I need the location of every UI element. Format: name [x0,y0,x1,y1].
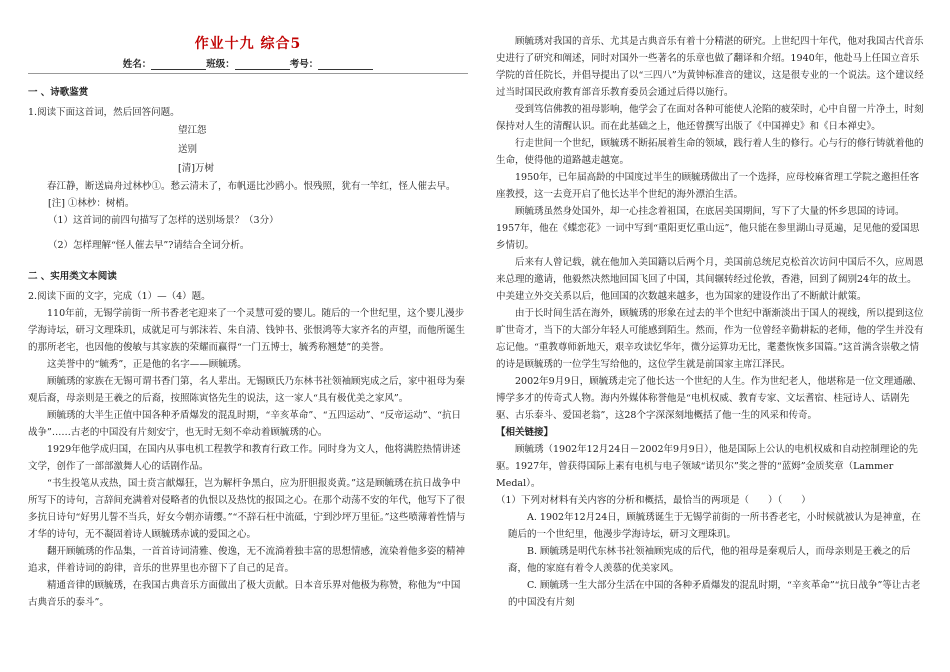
right-column [496,33,924,611]
poem-subtitle: 送别 [178,144,198,155]
poem-body: 春江静，断送扁舟过林杪①。愁云清未了，布帆遥比沙鸥小。恨残照，犹有一竿红，怪人催去早。 [47,181,456,192]
poem-author: [清]万树 [178,163,214,174]
option-a: A. 1902年12月24日，顾毓琇诞生于无锡学前街的一所书香老宅，小时候就被认为是神童，在随后的一个世纪里，他漫步学海诗坛，研习文理珠玑。 [508,512,921,540]
passage-paragraph: 由于长时间生活在海外，顾毓琇的形象在过去的半个世纪中渐渐淡出于国人的视线，所以提到这位旷世奇才，当下的大部分年轻人可能感到陌生。然而，作为一位曾经辛勤耕耘的老师，他的学生并没有忘记他。“重教尊师新地天，艰辛攻读忆华年，微分运算功无比，耄耋恢恢多国篇。”这首满含崇敬之情的诗是顾毓琇的一位学生写给他的，这位学生就是前国家主席江泽民。 [496,308,924,370]
question-2-1: （1）下列对材料有关内容的分析和概括，最恰当的两项是（ ）（ ） [496,495,811,506]
passage-paragraph: 后来有人曾记载，就在他加入美国籍以后两个月，美国前总统尼克松首次访问中国后不久，应周恩来总理的邀请，他毅然决然地回国飞回了中国，其间辗转经过伦敦，香港，回到了阔别24年的故土。中美建立外交关系以后，他回国的次数越来越多，也为国家的建设作出了不断献计献策。 [496,257,924,302]
passage-paragraph: 翻开顾毓琇的作品集，一首首诗词清雅、俊逸，无不流淌着独丰富的思想情感，流染着他多姿的精神追求，伴着诗词的韵律，音乐的世界里也亦留下了自己的足音。 [28,546,466,574]
passage-paragraph: 顾毓琇的家族在无锡可谓书香门第，名人辈出。无锡顾氏乃东林书社领袖顾宪成之后，家中祖母为秦观后裔，母亲则是王羲之的后裔，按照陈寅恪先生的说法，这一家人“具有极优美之家风”。 [28,376,466,404]
question-2-intro: 2.阅读下面的文字，完成（1）—（4）题。 [28,291,211,302]
passage-paragraph: 顾毓琇的大半生正值中国各种矛盾爆发的混乱时期，“辛亥革命”、“五四运动”、“反帝运动”、“抗日战争”……古老的中国没有片刻安宁，也无时无刻不牵动着顾毓琇的心。 [28,410,461,438]
passage-paragraph: “书生投笔从戎热，国士贲言献爆狂，岂为解杆争黑白，应为肝胆报炎黄。”这是顾毓琇在抗日战争中所写下的诗句，言辞间充满着对侵略者的仇恨以及热忱的报国之心。在那个动荡不安的年代，他写下了很多抗日诗句“好男儿誓不当兵，好女今朝亦请缨。”“不辞石枉中流砥，宁到沙坪万里征。”这些喷薄着性情与才华的诗句，无不凝固着诗人顾毓琇赤诚的爱国之心。 [28,478,466,540]
passage-paragraph: 这美誉中的“毓秀”，正是他的名字——顾毓琇。 [47,359,247,370]
passage-paragraph: 1950年，已年届高龄的中国度过半生的顾毓琇做出了一个选择，应母校麻省理工学院之邀担任客座教授，这一去竟开启了他长达半个世纪的海外漂泊生活。 [496,172,920,200]
passage-paragraph: 110年前，无锡学前街一所书香老宅迎来了一个灵慧可爱的婴儿。随后的一个世纪里，这个婴儿漫步学海诗坛，研习文理珠玑，成就足可与郭沫若、朱自清、钱钟书、张恨鸿等大家齐名的声望，而他所诞生的那所老宅，也因他的俊敏与其家族的荣耀而赢得“一门五博士，毓秀称翘楚”的美誉。 [28,308,466,353]
number-field[interactable] [318,60,373,70]
student-info-bar [28,56,468,70]
option-c: C. 顾毓琇一生大部分生活在中国的各种矛盾爆发的混乱时期，“辛亥革命”“抗日战争”等让古老的中国没有片刻 [508,580,921,608]
name-field[interactable] [151,60,206,70]
poem-note: [注] ①林杪：树梢。 [48,198,135,209]
question-1-1: （1）这首词的前四句描写了怎样的送别场景？（3分） [48,215,279,226]
related-link-text: 顾毓琇（1902年12月24日－2002年9月9日），他是国际上公认的电机权威和自动控制理论的先驱。1927年，曾获得国际上素有电机与电子领域“诺贝尔”奖之誉的“蓝姆”金质奖章（Lammer Medal）。 [496,444,918,489]
question-1-2: （2）怎样理解“怪人催去早”?请结合全词分析。 [48,240,250,251]
passage-paragraph: 受到笃信佛教的祖母影响，他学会了在面对各种可能使人沦陷的疲荣时，心中自留一片净土，时刻保持对人生的清醒认识。而在此基础之上，他还曾撰写出版了《中国禅史》和《日本禅史》。 [496,104,924,132]
section-1-heading: 一 、诗歌鉴赏 [28,87,89,98]
passage-paragraph: 行走世间一个世纪，顾毓琇不断拓展着生命的领域，践行着人生的修行。心与行的修行铸就着他的生命，使得他的道路越走越宽。 [496,138,924,166]
section-2-heading: 二 、实用类文本阅读 [28,271,117,282]
passage-paragraph: 顾毓琇虽然身处国外，却一心挂念着祖国，在底居美国期间，写下了大量的怀乡思国的诗词。1957年，他在《蝶恋花》一词中写到“重阳更忆重山远”，他只能在参里湖山寻觅遍，足见他的爱国思乡情切。 [496,206,920,251]
page-title: 作业十九 综合5 [194,36,302,52]
class-field[interactable] [235,60,290,70]
name-label: 姓名： [122,59,152,70]
passage-paragraph: 顾毓琇对我国的音乐、尤其是古典音乐有着十分精湛的研究。上世纪四十年代，他对我国古代音乐史进行了研究和阐述，同时对国外一些著名的乐章也做了翻译和介绍。1940年，他赴马上任国立音乐学院的首任院长，并倡导提出了以“三四八”为黄钟标准音的建议，这是很专业的一个说法。这个建议经过当时国民政府教育部音乐教育委员会通过后得以施行。 [496,36,924,98]
question-1-intro: 1.阅读下面这首词，然后回答问题。 [28,107,180,118]
passage-paragraph: 1929年他学成归国，在国内从事电机工程教学和教育行政工作。同时身为文人，他将满腔热情讲述文学，创作了一部部激舞人心的话剧作品。 [28,444,461,472]
header-divider [28,73,468,74]
option-b: B. 顾毓琇是明代东林书社领袖顾宪成的后代，他的祖母是秦观后人，而母亲则是王羲之的后裔，他的家庭有着令人羡慕的优美家风。 [508,546,911,574]
poem-title: 望江怨 [178,125,207,136]
number-label: 考号： [289,59,319,70]
related-link-heading: 【相关链接】 [496,427,554,438]
passage-paragraph: 2002年9月9日，顾毓琇走完了他长达一个世纪的人生。作为世纪老人，他堪称是一位文理通融、博学多才的传奇式人物。海内外媒体称誉他是“电机权威、教育专家、文坛耆宿、桂冠诗人、话剧先驱、古乐泰斗、爱国老翁”，这28个字深深刻地概括了他一生的风采和传奇。 [496,376,922,421]
class-label: 班级： [206,59,235,70]
left-column [28,0,468,611]
passage-paragraph: 精通音律的顾毓琇，在我国古典音乐方面做出了极大贡献。日本音乐界对他极为称赞，称他为“中国古典音乐的泰斗”。 [28,580,461,608]
